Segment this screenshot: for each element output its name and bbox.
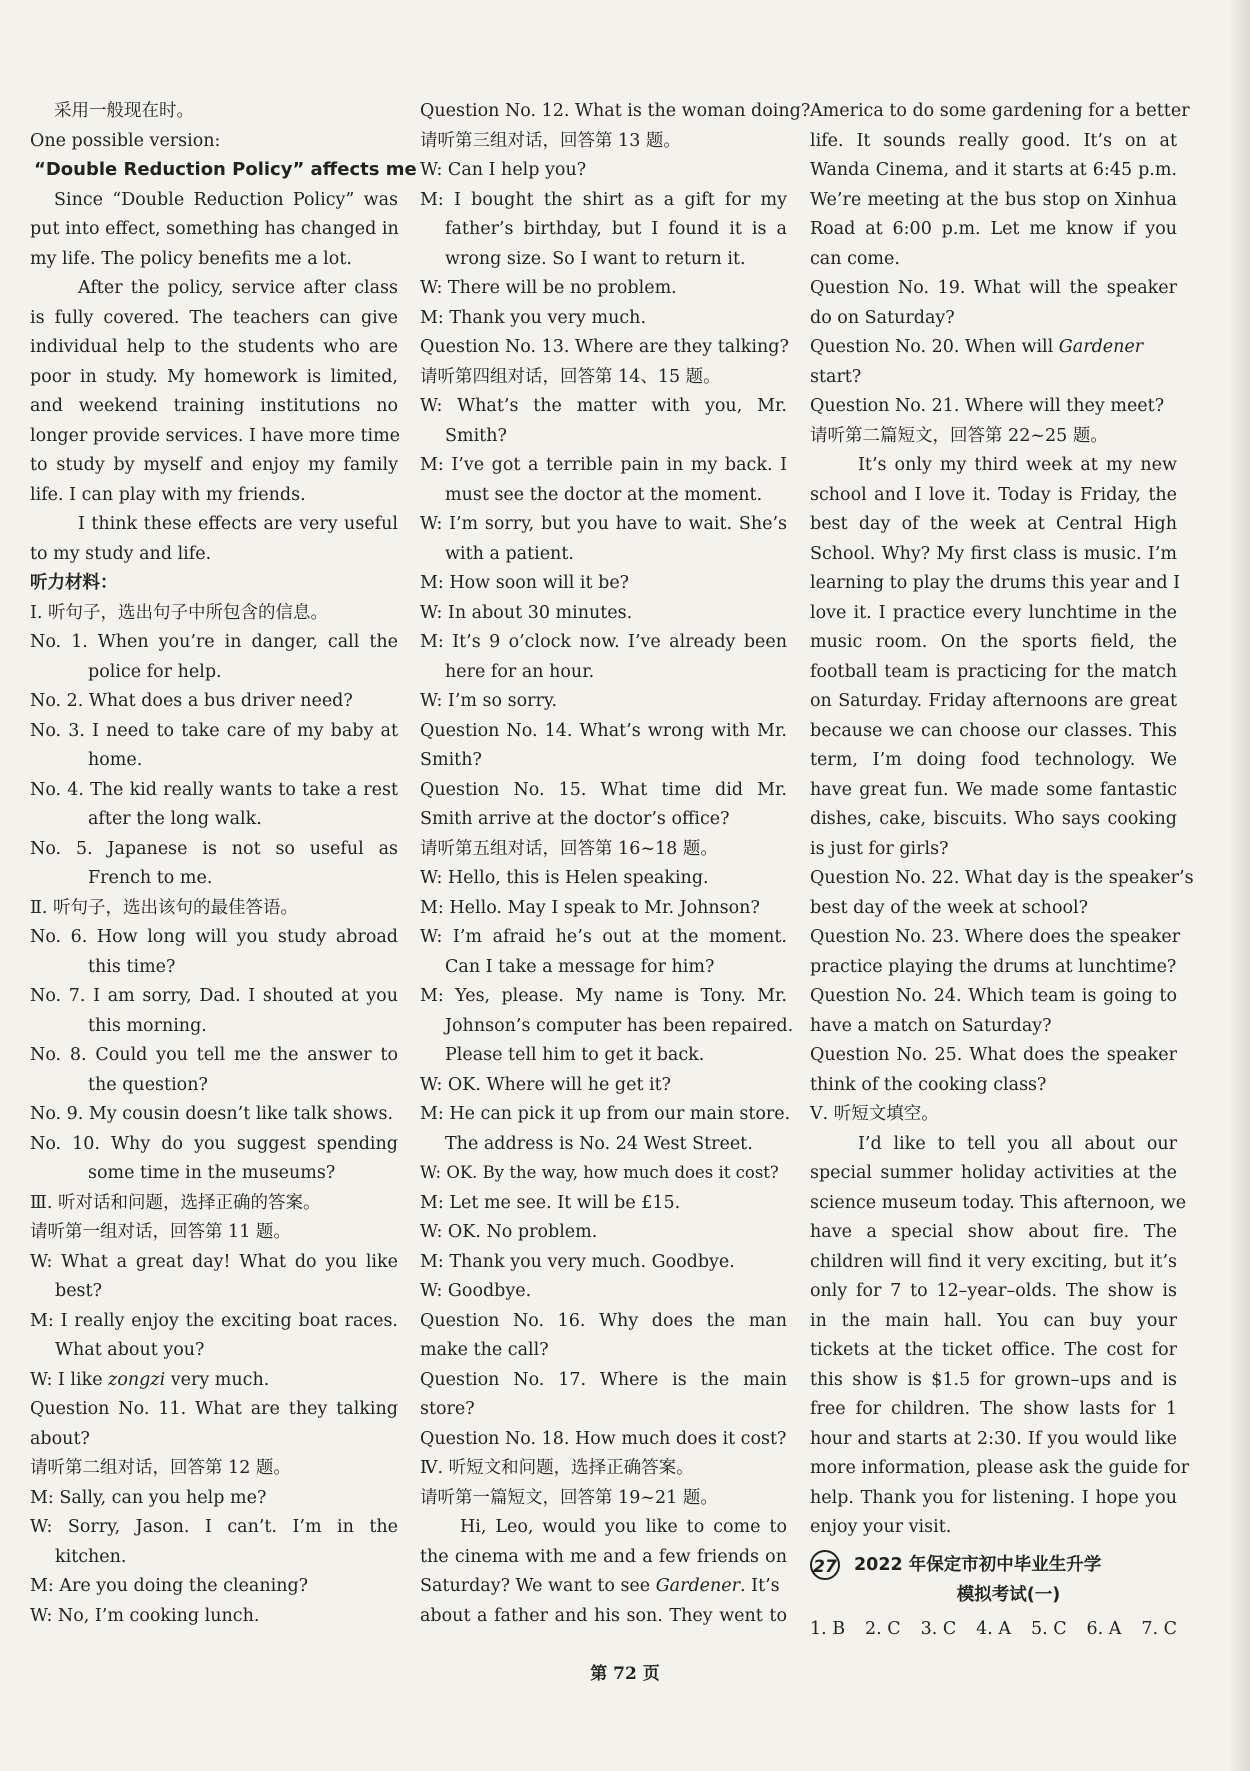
section-heading: Ⅲ. 听对话和问题，选择正确的答案。 [30,1192,321,1213]
text-line: dishes, cake, biscuits. Who says cooking [810,809,1177,829]
text-line: on Saturday. Friday afternoons are great [810,691,1177,711]
text-line: life. It sounds really good. It’s on at [810,130,1177,151]
text-line: M: Let me see. It will be £15. [420,1192,681,1213]
text-line: W: I’m afraid he’s out at the moment. [420,927,787,947]
dialogue-text: very much. [165,1369,270,1390]
text-line: 请听第三组对话，回答第 13 题。 [420,130,681,151]
text-line: 请听第一篇短文，回答第 19~21 题。 [420,1487,718,1508]
text-line: Since “Double Reduction Policy” was [54,189,398,210]
text-line: best day of the week at Central High [810,514,1177,534]
text-line: School. Why? My first class is music. I’m [810,543,1177,564]
text-line: 请听第五组对话，回答第 16~18 题。 [420,838,718,859]
text-line: the cinema with me and a few friends on [420,1546,787,1567]
text-line: father’s birthday, but I found it is a [445,219,787,239]
answer-item: 7. C [1141,1619,1177,1639]
text-line: Question No. 21. Where will they meet? [810,396,1165,416]
dialogue-line: M: Are you doing the cleaning? [30,1576,309,1596]
dialogue-line: W: Sorry, Jason. I can’t. I’m in the [30,1517,398,1537]
dialogue-line: best? [55,1281,102,1301]
dialogue-line: M: I really enjoy the exciting boat races. [30,1310,398,1331]
dialogue-text: W: I like [30,1369,109,1390]
question-line: Question No. 11. What are they talking [30,1399,398,1419]
text-line: W: In about 30 minutes. [420,602,633,623]
section-heading: Ⅳ. 听短文和问题，选择正确答案。 [420,1458,694,1478]
text-line [420,1571,787,1601]
dialogue-line: kitchen. [55,1546,127,1567]
text-segment: . It’s [740,1576,780,1596]
text-line: police for help. [88,661,222,682]
text-line: have a match on Saturday? [810,1015,1052,1036]
text-line: Question No. 18. How much does it cost? [420,1428,787,1449]
dialogue-line: What about you? [55,1340,205,1360]
text-line: M: He can pick it up from our main store. [420,1104,791,1124]
text-line: No. 6. How long will you study abroad [30,927,398,947]
text-line: No. 1. When you’re in danger, call the [30,632,398,652]
essay-title: “Double Reduction Policy” affects me [34,159,417,180]
text-line: here for an hour. [445,661,595,682]
text-line: can come. [810,248,900,269]
text-line: poor in study. My homework is limited, [30,366,398,387]
text-line: Question No. 19. What will the speaker [810,278,1177,298]
text-line: After the policy, service after class [78,278,398,298]
text-line: Question No. 13. Where are they talking? [420,337,789,357]
text-line: about a father and his son. They went to [420,1605,787,1626]
text-line: Question No. 25. What does the speaker [810,1045,1177,1065]
text-line: M: It’s 9 o’clock now. I’ve already been [420,632,787,652]
text-line: best day of the week at school? [810,897,1089,918]
text-line: Smith? [445,425,507,446]
text-line: do on Saturday? [810,307,955,328]
exam-number-badge: 27 [810,1550,840,1580]
text-line: put into effect, something has changed in [30,219,399,239]
answer-item: 6. A [1086,1619,1122,1639]
text-line: Question No. 15. What time did Mr. [420,779,787,800]
exam-subtitle: 模拟考试(一) [956,1585,1061,1605]
text-line: Question No. 23. Where does the speaker [810,927,1181,947]
section-heading: Ⅱ. 听句子，选出该句的最佳答语。 [30,897,299,918]
text-line: America to do some gardening for a better [810,101,1190,121]
text-line: Smith arrive at the doctor’s office? [420,809,730,829]
text-line: It’s only my third week at my new [858,455,1177,475]
dialogue-line [30,1365,398,1395]
text-line: help. Thank you for listening. I hope you [810,1487,1177,1508]
text-line: to study by myself and enjoy my family [30,455,398,475]
text-line: free for children. The show lasts for 1 [810,1399,1177,1419]
text-line: No. 8. Could you tell me the answer to [30,1045,398,1065]
text-line: W: There will be no problem. [420,278,677,298]
text-line: love it. I practice every lunchtime in the [810,602,1177,623]
text-line: make the call? [420,1340,549,1360]
answer-item: 4. A [976,1619,1012,1639]
text-line: 采用一般现在时。 [54,101,194,121]
text-line: longer provide services. I have more time [30,425,401,446]
text-line: French to me. [88,868,213,888]
text-line: Question No. 14. What’s wrong with Mr. [420,720,787,741]
text-line: Road at 6:00 p.m. Let me know if you [810,219,1177,239]
italic-word: zongzi [108,1369,166,1390]
page-edge [1228,0,1250,1771]
text-line: Hi, Leo, would you like to come to [460,1517,787,1537]
text-line: to my study and life. [30,543,212,564]
text-line: must see the doctor at the moment. [445,484,763,505]
text-line: my life. The policy benefits me a lot. [30,248,352,269]
text-line: science museum today. This afternoon, we [810,1192,1187,1213]
text-line: Please tell him to get it back. [445,1045,705,1065]
text-line: have great fun. We made some fantastic [810,779,1177,800]
text-line: this show is $1.5 for grown–ups and is [810,1369,1177,1390]
text-line: I think these effects are very useful [78,514,398,534]
group-instruction: 请听第一组对话，回答第 11 题。 [30,1222,291,1242]
text-line: We’re meeting at the bus stop on Xinhua [810,189,1177,210]
question-line: about? [30,1428,90,1449]
text-line: individual help to the students who are [30,337,398,357]
answer-key [810,1614,1177,1644]
text-line: M: I’ve got a terrible pain in my back. I [420,455,787,475]
text-line: with a patient. [445,543,574,564]
text-line: home. [88,750,143,770]
text-line: No. 4. The kid really wants to take a rest [30,779,398,800]
text-line: W: OK. No problem. [420,1222,598,1242]
text-line: life. I can play with my friends. [30,484,306,505]
text-line: tickets at the ticket office. The cost for [810,1340,1177,1360]
text-line: more information, please ask the guide for [810,1458,1190,1478]
answer-item: 3. C [920,1619,957,1639]
text-line: No. 10. Why do you suggest spending [30,1133,398,1154]
page-number: 第 72 页 [590,1664,660,1684]
text-line: The address is No. 24 West Street. [445,1133,753,1154]
text-line: No. 5. Japanese is not so useful as [30,838,398,859]
text-line: is just for girls? [810,838,949,859]
section-heading: Ⅴ. 听短文填空。 [810,1104,939,1124]
text-line: W: I’m sorry, but you have to wait. She’s [420,514,787,534]
text-line: Question No. 16. Why does the man [420,1310,787,1331]
text-line: because we can choose our classes. This [810,720,1177,741]
text-line: only for 7 to 12–year–olds. The show is [810,1281,1177,1301]
text-line: enjoy your visit. [810,1517,952,1537]
text-line: M: Thank you very much. Goodbye. [420,1251,735,1272]
text-line: learning to play the drums this year and I [810,573,1181,593]
italic-word: Gardener [1058,337,1144,357]
text-line: think of the cooking class? [810,1074,1047,1095]
text-line: wrong size. So I want to return it. [445,248,746,269]
text-line: M: I bought the shirt as a gift for my [420,189,787,210]
text-line: start? [810,366,862,387]
text-line: W: Can I help you? [420,160,587,180]
text-line: Question No. 24. Which team is going to [810,986,1177,1006]
text-segment: Question No. 20. When will [810,337,1059,357]
text-line: the question? [88,1074,208,1095]
text-line: Johnson’s computer has been repaired. [445,1015,794,1036]
italic-word: Gardener [655,1576,741,1596]
text-line: W: What’s the matter with you, Mr. [420,396,787,416]
answer-item: 5. C [1030,1619,1067,1639]
text-line: term, I’m doing food technology. We [810,750,1177,770]
text-line: I’d like to tell you all about our [858,1133,1177,1154]
answer-item: 1. B [810,1619,846,1639]
text-line: practice playing the drums at lunchtime? [810,956,1177,977]
text-line: school and I love it. Today is Friday, the [810,484,1177,505]
text-line: M: Hello. May I speak to Mr. Johnson? [420,897,760,918]
exam-title: 2022 年保定市初中毕业生升学 [854,1555,1102,1575]
answer-item: 2. C [865,1619,901,1639]
text-line: Question No. 22. What day is the speaker’s [810,868,1194,888]
exam-heading [810,1548,1177,1582]
dialogue-line: M: Sally, can you help me? [30,1487,267,1508]
listening-heading: 听力材料： [30,573,118,593]
text-line: 请听第二篇短文，回答第 22~25 题。 [810,425,1108,446]
text-line: children will find it very exciting, but it’s [810,1251,1177,1272]
text-line: and weekend training institutions no [30,396,398,416]
text-line: is fully covered. The teachers can give [30,307,398,328]
text-segment: Saturday? We want to see [420,1576,656,1596]
text-line: special summer holiday activities at the [810,1163,1177,1183]
text-line: hour and starts at 2:30. If you would like [810,1428,1177,1449]
dialogue-line: W: What a great day! What do you like [30,1251,398,1272]
text-line: W: Goodbye. [420,1281,532,1301]
text-line: music room. On the sports field, the [810,632,1177,652]
text-line: Question No. 12. What is the woman doing? [420,101,811,121]
text-line: have a special show about fire. The [810,1222,1177,1242]
text-line: store? [420,1399,475,1419]
text-line: this time? [88,956,176,977]
text-line: some time in the museums? [88,1163,336,1183]
text-line: One possible version: [30,130,221,151]
text-line: W: OK. Where will he get it? [420,1074,672,1095]
text-line: Question No. 17. Where is the main [420,1369,787,1390]
text-line: No. 3. I need to take care of my baby at [30,720,398,741]
text-line: W: OK. By the way, how much does it cost? [420,1163,779,1182]
text-line: Wanda Cinema, and it starts at 6:45 p.m. [810,160,1177,180]
text-line: M: Thank you very much. [420,307,647,328]
text-line: No. 7. I am sorry, Dad. I shouted at you [30,986,398,1006]
text-line: M: How soon will it be? [420,573,630,593]
text-line: in the main hall. You can buy your [810,1310,1177,1331]
group-instruction: 请听第二组对话，回答第 12 题。 [30,1458,291,1478]
section-heading: Ⅰ. 听句子，选出句子中所包含的信息。 [30,602,329,623]
text-line: 请听第四组对话，回答第 14、15 题。 [420,366,721,387]
text-line: this morning. [88,1015,207,1036]
text-line: M: Yes, please. My name is Tony. Mr. [420,986,787,1006]
text-line: W: Hello, this is Helen speaking. [420,868,709,888]
text-line: No. 9. My cousin doesn’t like talk shows. [30,1104,394,1124]
text-line: Can I take a message for him? [445,956,715,977]
text-line [810,332,1177,362]
dialogue-line: W: No, I’m cooking lunch. [30,1605,260,1626]
text-line: after the long walk. [88,809,262,829]
text-line: No. 2. What does a bus driver need? [30,691,353,711]
text-line: Smith? [420,750,482,770]
text-line: football team is practicing for the match [810,661,1177,682]
text-line: W: I’m so sorry. [420,691,558,711]
